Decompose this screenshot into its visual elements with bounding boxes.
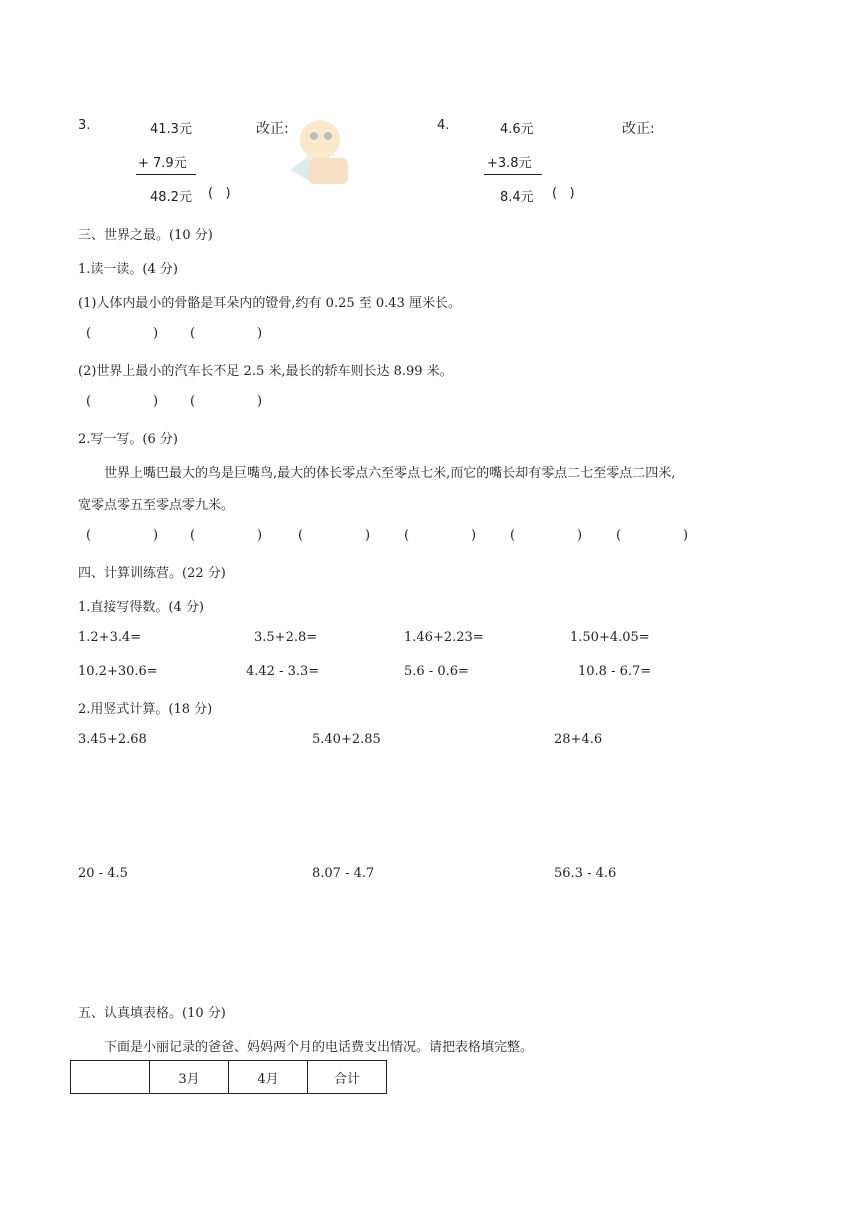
direct-problem: 10.2+30.6= (78, 664, 158, 679)
direct-problem: 1.50+4.05= (570, 630, 650, 645)
section-5-title: 五、认真填表格。(10 分) (78, 1006, 226, 1021)
direct-problem: 1.46+2.23= (404, 630, 484, 645)
q4-sum: 8.4元 (500, 190, 534, 205)
direct-problem: 1.2+3.4= (78, 630, 142, 645)
watermark-mascot-icon (280, 110, 370, 190)
vertical-problem: 5.40+2.85 (312, 732, 381, 747)
q4-addend-1: 4.6元 (500, 122, 534, 137)
vertical-problem: 28+4.6 (554, 732, 603, 747)
q3-sum: 48.2元 (150, 190, 192, 205)
table-description: 下面是小丽记录的爸爸、妈妈两个月的电话费支出情况。请把表格填完整。 (104, 1040, 534, 1055)
q4-sum-line (484, 174, 542, 175)
answer-blank[interactable]: ( ) (190, 394, 263, 409)
q3-addend-2: + 7.9元 (138, 156, 187, 171)
table-header-row (71, 1061, 387, 1094)
direct-problem: 5.6 - 0.6= (404, 664, 469, 679)
read-item-1: (1)人体内最小的骨骼是耳朵内的镫骨,约有 0.25 至 0.43 厘米长。 (78, 296, 461, 311)
answer-blank[interactable]: ( ) (510, 528, 583, 543)
table-header-total: 合计 (308, 1061, 387, 1094)
direct-problem: 4.42 - 3.3= (246, 664, 320, 679)
read-item-2: (2)世界上最小的汽车长不足 2.5 米,最长的轿车则长达 8.99 米。 (78, 364, 453, 379)
section-4-title: 四、计算训练营。(22 分) (78, 566, 226, 581)
q4-correction-label: 改正: (622, 121, 655, 137)
answer-blank[interactable]: ( ) (298, 528, 371, 543)
q3-addend-1: 41.3元 (150, 122, 192, 137)
phone-fee-table (70, 1060, 387, 1094)
direct-title: 1.直接写得数。(4 分) (78, 600, 204, 615)
answer-blank[interactable]: ( ) (86, 528, 159, 543)
write-paragraph-line-2: 宽零点零五至零点零九米。 (78, 498, 235, 513)
table-cell-blank[interactable] (71, 1061, 150, 1094)
answer-blank[interactable]: ( ) (86, 394, 159, 409)
vertical-title: 2.用竖式计算。(18 分) (78, 702, 213, 717)
answer-blank[interactable]: ( ) (616, 528, 689, 543)
q4-number: 4. (437, 118, 450, 133)
q4-addend-2: +3.8元 (487, 156, 532, 171)
q3-number: 3. (78, 118, 91, 133)
vertical-problem: 8.07 - 4.7 (312, 866, 375, 881)
vertical-problem: 3.45+2.68 (78, 732, 147, 747)
q3-answer-bracket[interactable]: ( ) (208, 186, 231, 201)
table-header-april: 4月 (229, 1061, 308, 1094)
vertical-problem: 56.3 - 4.6 (554, 866, 617, 881)
table-header-march: 3月 (150, 1061, 229, 1094)
q4-answer-bracket[interactable]: ( ) (552, 186, 575, 201)
answer-blank[interactable]: ( ) (404, 528, 477, 543)
direct-problem: 10.8 - 6.7= (578, 664, 652, 679)
read-title: 1.读一读。(4 分) (78, 262, 178, 277)
q3-correction-label: 改正: (256, 121, 289, 137)
direct-problem: 3.5+2.8= (254, 630, 318, 645)
section-3-title: 三、世界之最。(10 分) (78, 228, 213, 243)
answer-blank[interactable]: ( ) (190, 326, 263, 341)
write-paragraph-line-1: 世界上嘴巴最大的鸟是巨嘴鸟,最大的体长零点六至零点七米,而它的嘴长却有零点二七至零点二四米, (104, 466, 676, 481)
write-title: 2.写一写。(6 分) (78, 432, 178, 447)
vertical-problem: 20 - 4.5 (78, 866, 128, 881)
q3-sum-line (136, 174, 196, 175)
answer-blank[interactable]: ( ) (86, 326, 159, 341)
answer-blank[interactable]: ( ) (190, 528, 263, 543)
